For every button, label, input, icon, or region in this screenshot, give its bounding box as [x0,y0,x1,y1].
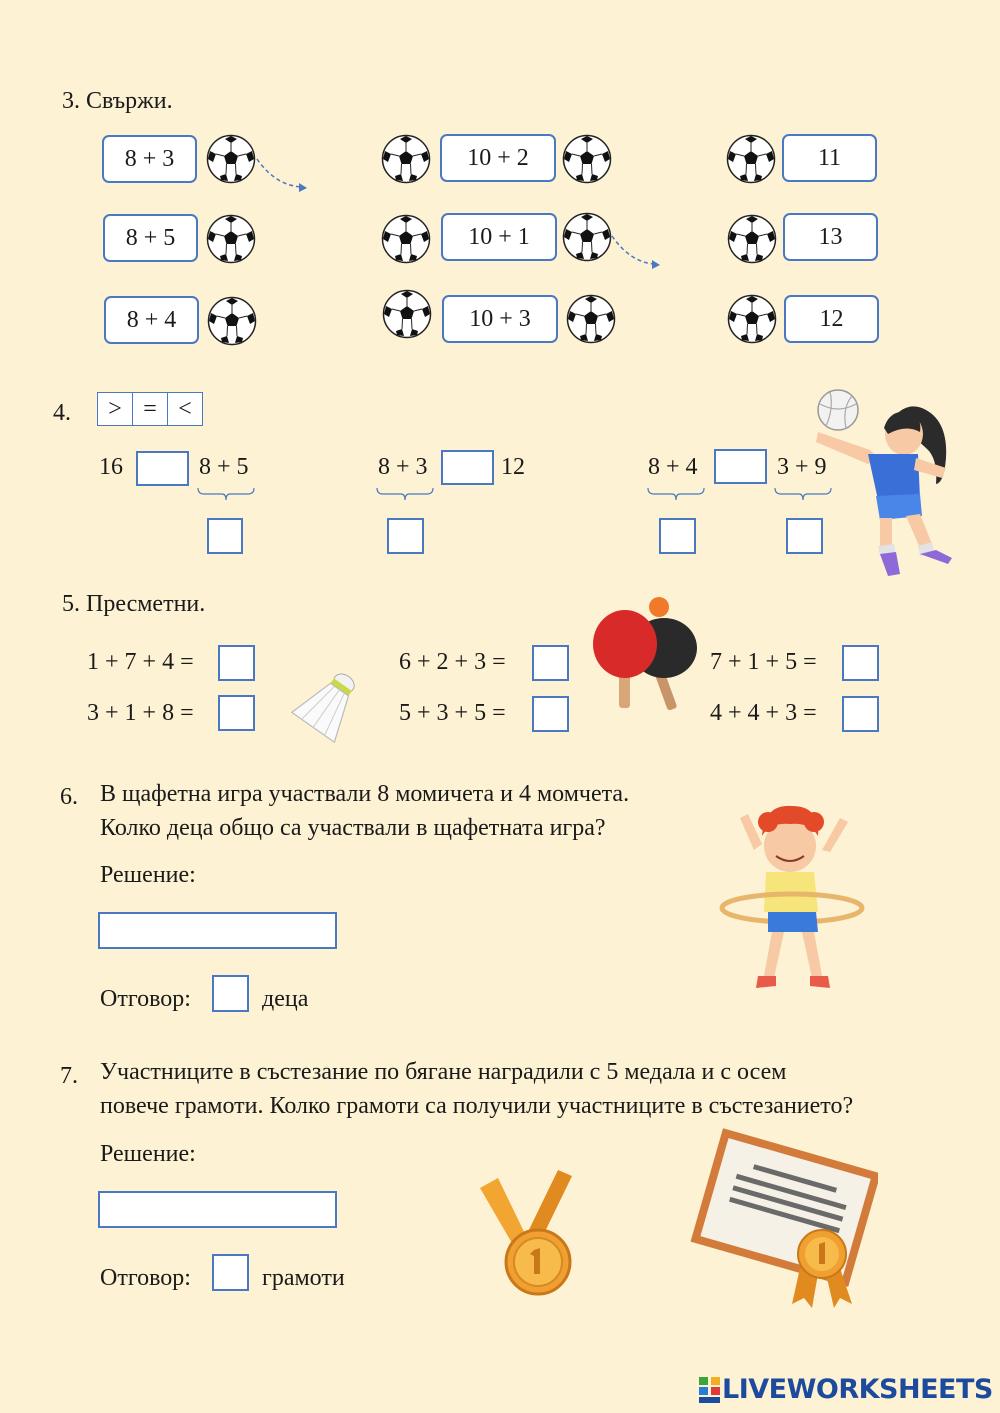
soccer-ball-icon[interactable] [206,214,256,264]
compare-1-left: 16 [99,454,123,480]
symbol-equal[interactable]: = [132,392,168,426]
soccer-ball-icon[interactable] [726,134,776,184]
task7-answer-input[interactable] [212,1254,249,1291]
compare-3-right: 3 + 9 [777,454,827,480]
brace-icon [196,486,256,506]
expr-sum-5: 7 + 1 + 5 = [710,649,817,675]
expr-sum-4: 5 + 3 + 5 = [399,700,506,726]
compare-3-left-result-input[interactable] [659,518,696,554]
compare-2-right: 12 [501,454,525,480]
brace-icon [375,486,435,506]
task6-number: 6. [60,784,78,810]
soccer-ball-icon[interactable] [207,296,257,346]
expr-sum-6: 4 + 4 + 3 = [710,700,817,726]
sum-6-input[interactable] [842,696,879,732]
task7-text-line2: повече грамоти. Колко грамоти са получили участниците в състезанието? [100,1093,854,1119]
dotted-arrow-icon [255,155,315,195]
sum-2-input[interactable] [218,695,255,731]
ping-pong-paddles-icon [592,596,702,718]
compare-2-result-input[interactable] [387,518,424,554]
task6-solution-input[interactable] [98,912,337,949]
soccer-ball-icon[interactable] [727,214,777,264]
dotted-arrow-icon [610,232,670,272]
symbol-greater[interactable]: > [97,392,133,426]
expr-left-2: 8 + 5 [103,214,198,262]
volleyball-girl-illustration [808,388,958,578]
soccer-ball-icon[interactable] [381,214,431,264]
expr-middle-1: 10 + 2 [440,134,556,182]
compare-3-sign-input[interactable] [714,449,767,484]
expr-sum-2: 3 + 1 + 8 = [87,700,194,726]
task4-number: 4. [53,400,71,426]
task7-solution-label: Решение: [100,1141,196,1167]
task3-title: 3. Свържи. [62,88,173,114]
task5-title: 5. Пресметни. [62,591,206,617]
soccer-ball-icon[interactable] [727,294,777,344]
compare-3-left: 8 + 4 [648,454,698,480]
soccer-ball-icon[interactable] [562,212,612,262]
soccer-ball-icon[interactable] [206,134,256,184]
compare-1-right: 8 + 5 [199,454,249,480]
expr-sum-3: 6 + 2 + 3 = [399,649,506,675]
sum-1-input[interactable] [218,645,255,681]
task6-solution-label: Решение: [100,862,196,888]
compare-1-sign-input[interactable] [136,451,189,486]
expr-left-3: 8 + 4 [104,296,199,344]
sum-3-input[interactable] [532,645,569,681]
task6-answer-input[interactable] [212,975,249,1012]
soccer-ball-icon[interactable] [382,289,432,339]
sum-5-input[interactable] [842,645,879,681]
liveworksheets-logo[interactable] [698,1374,993,1405]
liveworksheets-logo-text: LIVEWORKSHEETS [722,1374,993,1405]
task7-text-line1: Участниците в състезание по бягане наградили с 5 медала и с осем [100,1059,787,1085]
expr-middle-2: 10 + 1 [441,213,557,261]
number-right-3: 12 [784,295,879,343]
task6-answer-label: Отговор: [100,986,191,1012]
expr-sum-1: 1 + 7 + 4 = [87,649,194,675]
soccer-ball-icon[interactable] [381,134,431,184]
sum-4-input[interactable] [532,696,569,732]
shuttlecock-icon [288,668,368,743]
medal-icon [476,1170,580,1302]
compare-1-result-input[interactable] [207,518,243,554]
symbol-less[interactable]: < [167,392,203,426]
task7-solution-input[interactable] [98,1191,337,1228]
task7-number: 7. [60,1063,78,1089]
expr-middle-3: 10 + 3 [442,295,558,343]
compare-2-sign-input[interactable] [441,450,494,485]
liveworksheets-logo-icon [698,1375,722,1405]
hula-hoop-boy-illustration [718,800,868,1000]
certificate-icon [688,1128,878,1310]
task7-answer-label: Отговор: [100,1265,191,1291]
task6-text-line2: Колко деца общо са участвали в щафетната игра? [100,815,606,841]
number-right-1: 11 [782,134,877,182]
task6-text-line1: В щафетна игра участвали 8 момичета и 4 момчета. [100,781,630,807]
compare-2-left: 8 + 3 [378,454,428,480]
soccer-ball-icon[interactable] [562,134,612,184]
task6-unit: деца [262,986,309,1012]
task7-unit: грамоти [262,1265,345,1291]
brace-icon [646,486,706,506]
soccer-ball-icon[interactable] [566,294,616,344]
expr-left-1: 8 + 3 [102,135,197,183]
number-right-2: 13 [783,213,878,261]
